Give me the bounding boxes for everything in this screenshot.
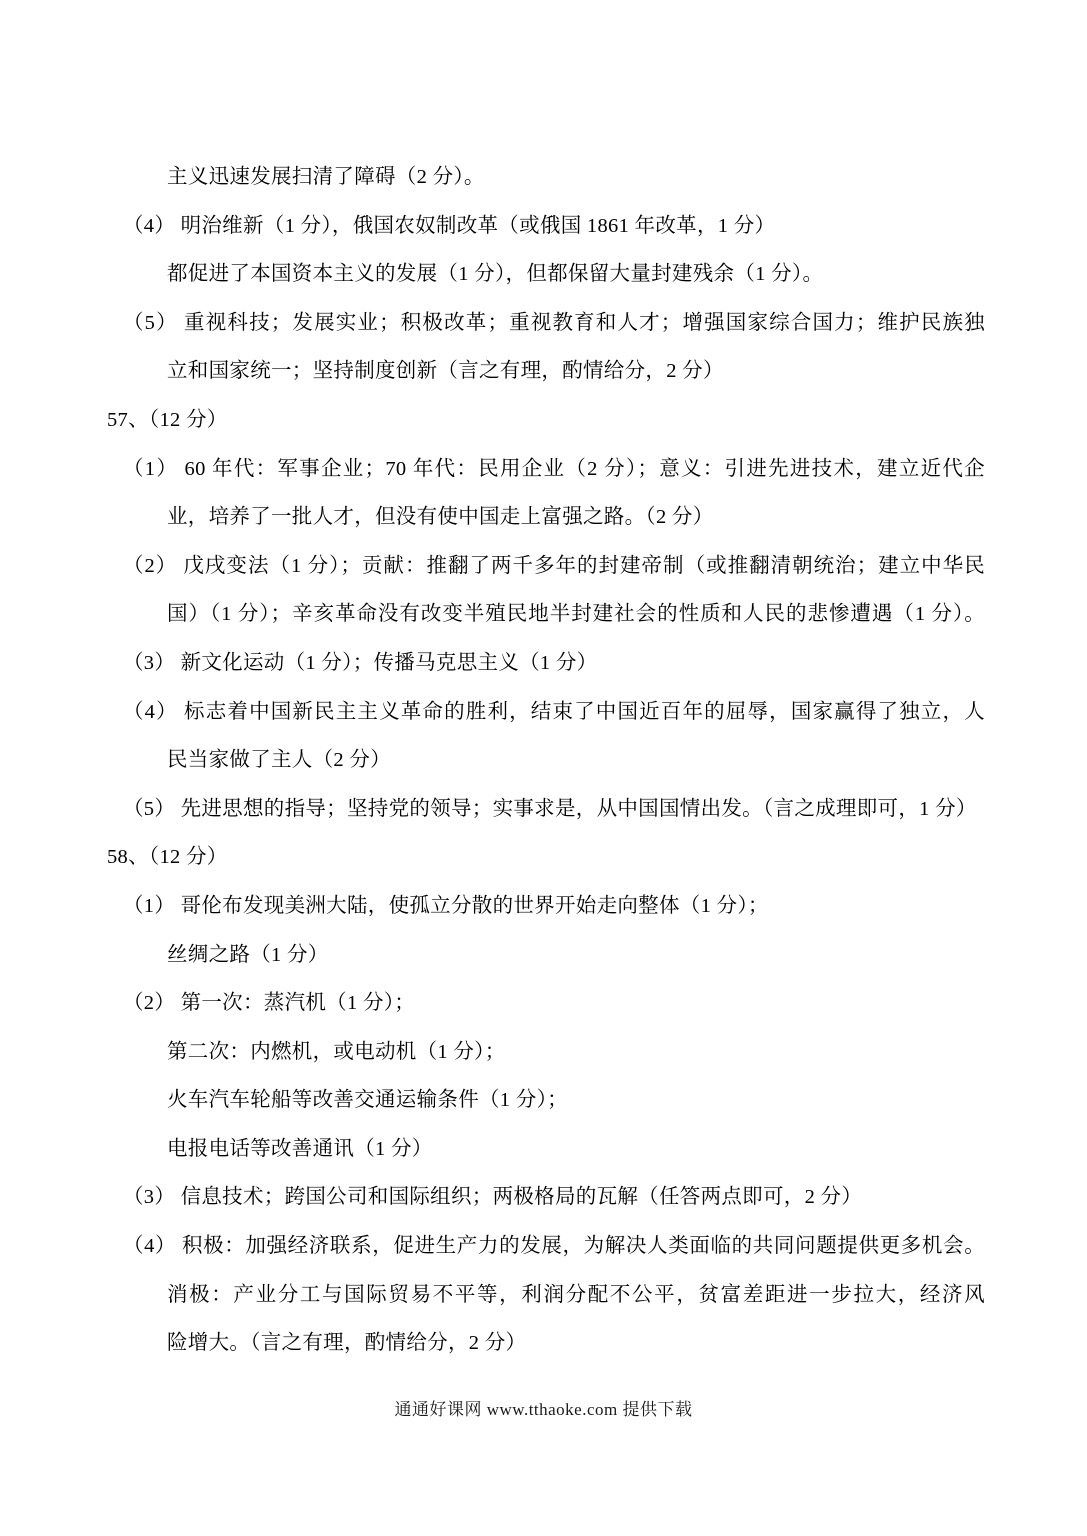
- q57-a5: （5） 先进思想的指导；坚持党的领导；实事求是，从中国国情出发。（言之成理即可，1 分）: [123, 797, 977, 820]
- q58-header: 58、（12 分）: [107, 846, 228, 869]
- q56-a4-cont: 都促进了本国资本主义的发展（1 分），但都保留大量封建残余（1 分）。: [167, 263, 824, 286]
- q56-a5-cont: 立和国家统一；坚持制度创新（言之有理，酌情给分，2 分）: [167, 360, 724, 383]
- q57-a2-cont: 国）（1 分）；辛亥革命没有改变半殖民地半封建社会的性质和人民的悲惨遭遇（1 分）。: [167, 603, 985, 626]
- q57-a4-cont: 民当家做了主人（2 分）: [167, 749, 391, 772]
- q58-a2: （2） 第一次：蒸汽机（1 分）；: [123, 992, 416, 1015]
- q58-a2-line3: 火车汽车轮船等改善交通运输条件（1 分）；: [167, 1089, 568, 1112]
- q57-a1-cont: 业，培养了一批人才，但没有使中国走上富强之路。（2 分）: [167, 506, 714, 529]
- footer-watermark: 通通好课网 www.tthaoke.com 提供下载: [394, 1400, 693, 1419]
- q57-a2: （2） 戊戌变法（1 分）；贡献：推翻了两千多年的封建帝制（或推翻清朝统治；建立中华民: [123, 554, 985, 577]
- q58-a4-cont1: 消极：产业分工与国际贸易不平等，利润分配不公平，贫富差距进一步拉大，经济风: [167, 1283, 985, 1306]
- q56-a5: （5） 重视科技；发展实业；积极改革；重视教育和人才；增强国家综合国力；维护民族独: [123, 311, 985, 334]
- q58-a3: （3） 信息技术；跨国公司和国际组织；两极格局的瓦解（任答两点即可，2 分）: [123, 1186, 863, 1209]
- q58-a2-line2: 第二次：内燃机，或电动机（1 分）；: [167, 1040, 506, 1063]
- q56-a4: （4） 明治维新（1 分），俄国农奴制改革（或俄国 1861 年改革，1 分）: [123, 214, 776, 237]
- q58-a2-line4: 电报电话等改善通讯（1 分）: [167, 1137, 433, 1160]
- q58-a1: （1） 哥伦布发现美洲大陆，使孤立分散的世界开始走向整体（1 分）；: [123, 894, 769, 917]
- answer-text-block: [0, 153, 1087, 1368]
- q56-a3-cont: 主义迅速发展扫清了障碍（2 分）。: [167, 166, 485, 188]
- q57-header: 57、（12 分）: [107, 408, 228, 431]
- q58-a4-cont2: 险增大。（言之有理，酌情给分，2 分）: [167, 1332, 527, 1355]
- q57-a4: （4） 标志着中国新民主主义革命的胜利，结束了中国近百年的屈辱，国家赢得了独立，人: [123, 700, 985, 723]
- q58-a4: （4） 积极：加强经济联系，促进生产力的发展，为解决人类面临的共同问题提供更多机会。: [123, 1235, 985, 1258]
- q58-a1-cont: 丝绸之路（1 分）: [167, 943, 329, 966]
- q57-a3: （3） 新文化运动（1 分）；传播马克思主义（1 分）: [123, 651, 598, 674]
- q57-a1: （1） 60 年代：军事企业；70 年代：民用企业（2 分）；意义：引进先进技术，建立近代企: [123, 457, 985, 480]
